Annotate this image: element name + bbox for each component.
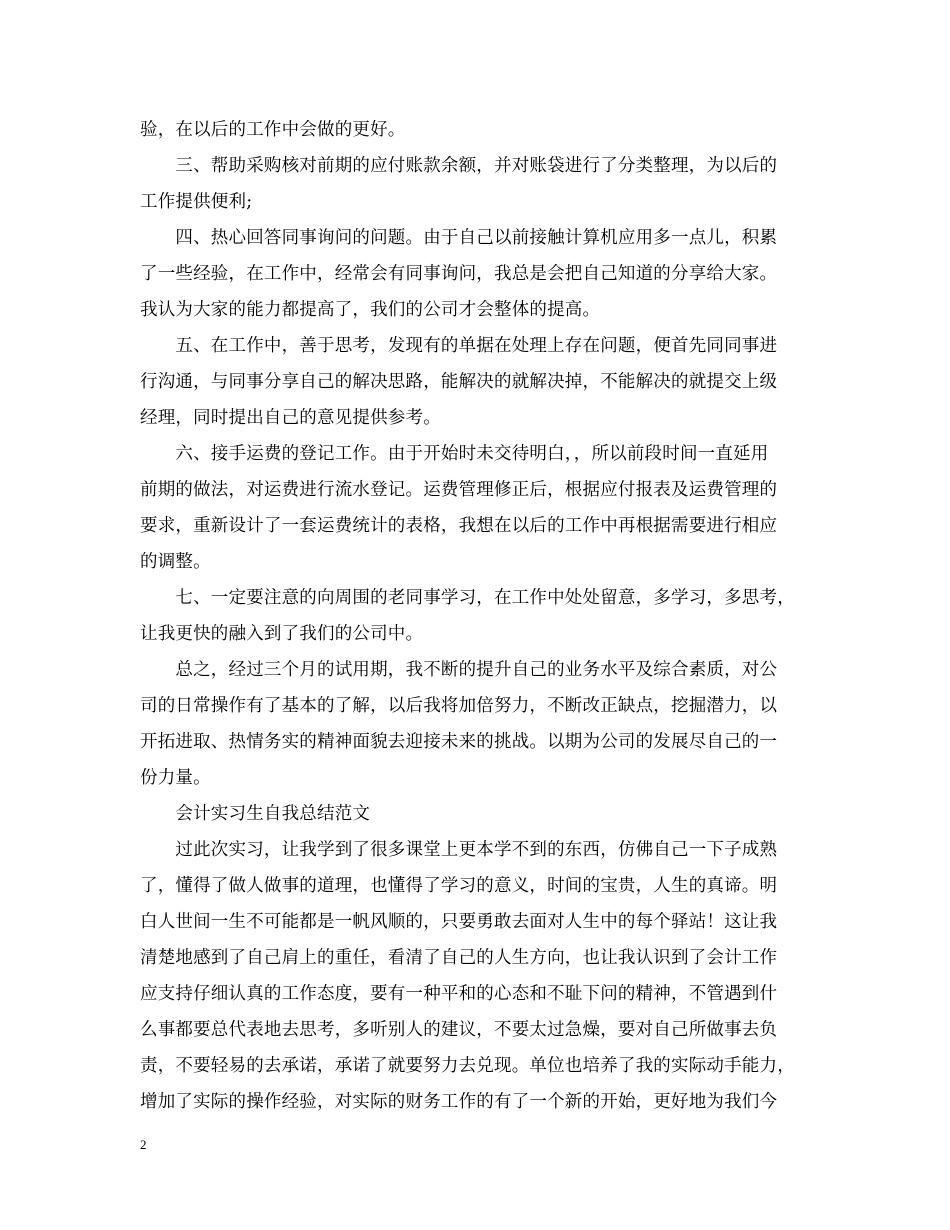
body-line: 我认为大家的能力都提高了，我们的公司才会整体的提高。 (140, 300, 601, 320)
body-line: 六、接手运费的登记工作。由于开始时未交待明白，，所以前段时间一直延用 (140, 444, 769, 464)
body-line: 三、帮助采购核对前期的应付账款余额，并对账袋进行了分类整理，为以后的 (140, 156, 778, 176)
body-line: 前期的做法，对运费进行流水登记。运费管理修正后，根据应付报表及运费管理的 (140, 480, 778, 500)
body-line: 的调整。 (140, 552, 211, 572)
section-heading: 会计实习生自我总结范文 (140, 804, 371, 824)
body-line: 责，不要轻易的去承诺，承诺了就要努力去兑现。单位也培养了我的实际动手能力， (140, 1056, 795, 1076)
body-line: 七、一定要注意的向周围的老同事学习，在工作中处处留意，多学习，多思考， (140, 588, 795, 608)
body-line: 应支持仔细认真的工作态度，要有一种平和的心态和不耻下问的精神，不管遇到什 (140, 984, 778, 1004)
body-line: 么事都要总代表地去思考，多听别人的建议，不要太过急燥，要对自己所做事去负 (140, 1020, 778, 1040)
body-line: 过此次实习，让我学到了很多课堂上更本学不到的东西，仿佛自己一下子成熟 (140, 840, 778, 860)
body-line: 增加了实际的操作经验，对实际的财务工作的有了一个新的开始，更好地为我们今 (140, 1092, 778, 1112)
body-line: 总之，经过三个月的试用期，我不断的提升自己的业务水平及综合素质，对公 (140, 660, 778, 680)
body-line: 五、在工作中，善于思考，发现有的单据在处理上存在问题，便首先同同事进 (140, 336, 778, 356)
body-line: 行沟通，与同事分享自己的解决思路，能解决的就解决掉，不能解决的就提交上级 (140, 372, 778, 392)
body-line: 验，在以后的工作中会做的更好。 (140, 120, 406, 140)
body-line: 要求，重新设计了一套运费统计的表格，我想在以后的工作中再根据需要进行相应 (140, 516, 778, 536)
body-line: 让我更快的融入到了我们的公司中。 (140, 624, 424, 644)
body-line: 司的日常操作有了基本的了解，以后我将加倍努力，不断改正缺点，挖掘潜力，以 (140, 696, 778, 716)
body-line: 工作提供便利; (140, 192, 253, 212)
body-line: 经理，同时提出自己的意见提供参考。 (140, 408, 441, 428)
body-line: 白人世间一生不可能都是一帆风顺的，只要勇敢去面对人生中的每个驿站！这让我 (140, 912, 778, 932)
body-line: 了，懂得了做人做事的道理，也懂得了学习的意义，时间的宝贵，人生的真谛。明 (140, 876, 778, 896)
body-line: 四、热心回答同事询问的问题。由于自己以前接触计算机应用多一点儿，积累 (140, 228, 778, 248)
body-line: 清楚地感到了自己肩上的重任，看清了自己的人生方向，也让我认识到了会计工作 (140, 948, 778, 968)
body-line: 开拓进取、热情务实的精神面貌去迎接未来的挑战。以期为公司的发展尽自己的一 (140, 732, 778, 752)
page-number: 2 (140, 1137, 147, 1152)
body-line: 份力量。 (140, 768, 211, 788)
body-line: 了一些经验，在工作中，经常会有同事询问，我总是会把自己知道的分享给大家。 (140, 264, 778, 284)
